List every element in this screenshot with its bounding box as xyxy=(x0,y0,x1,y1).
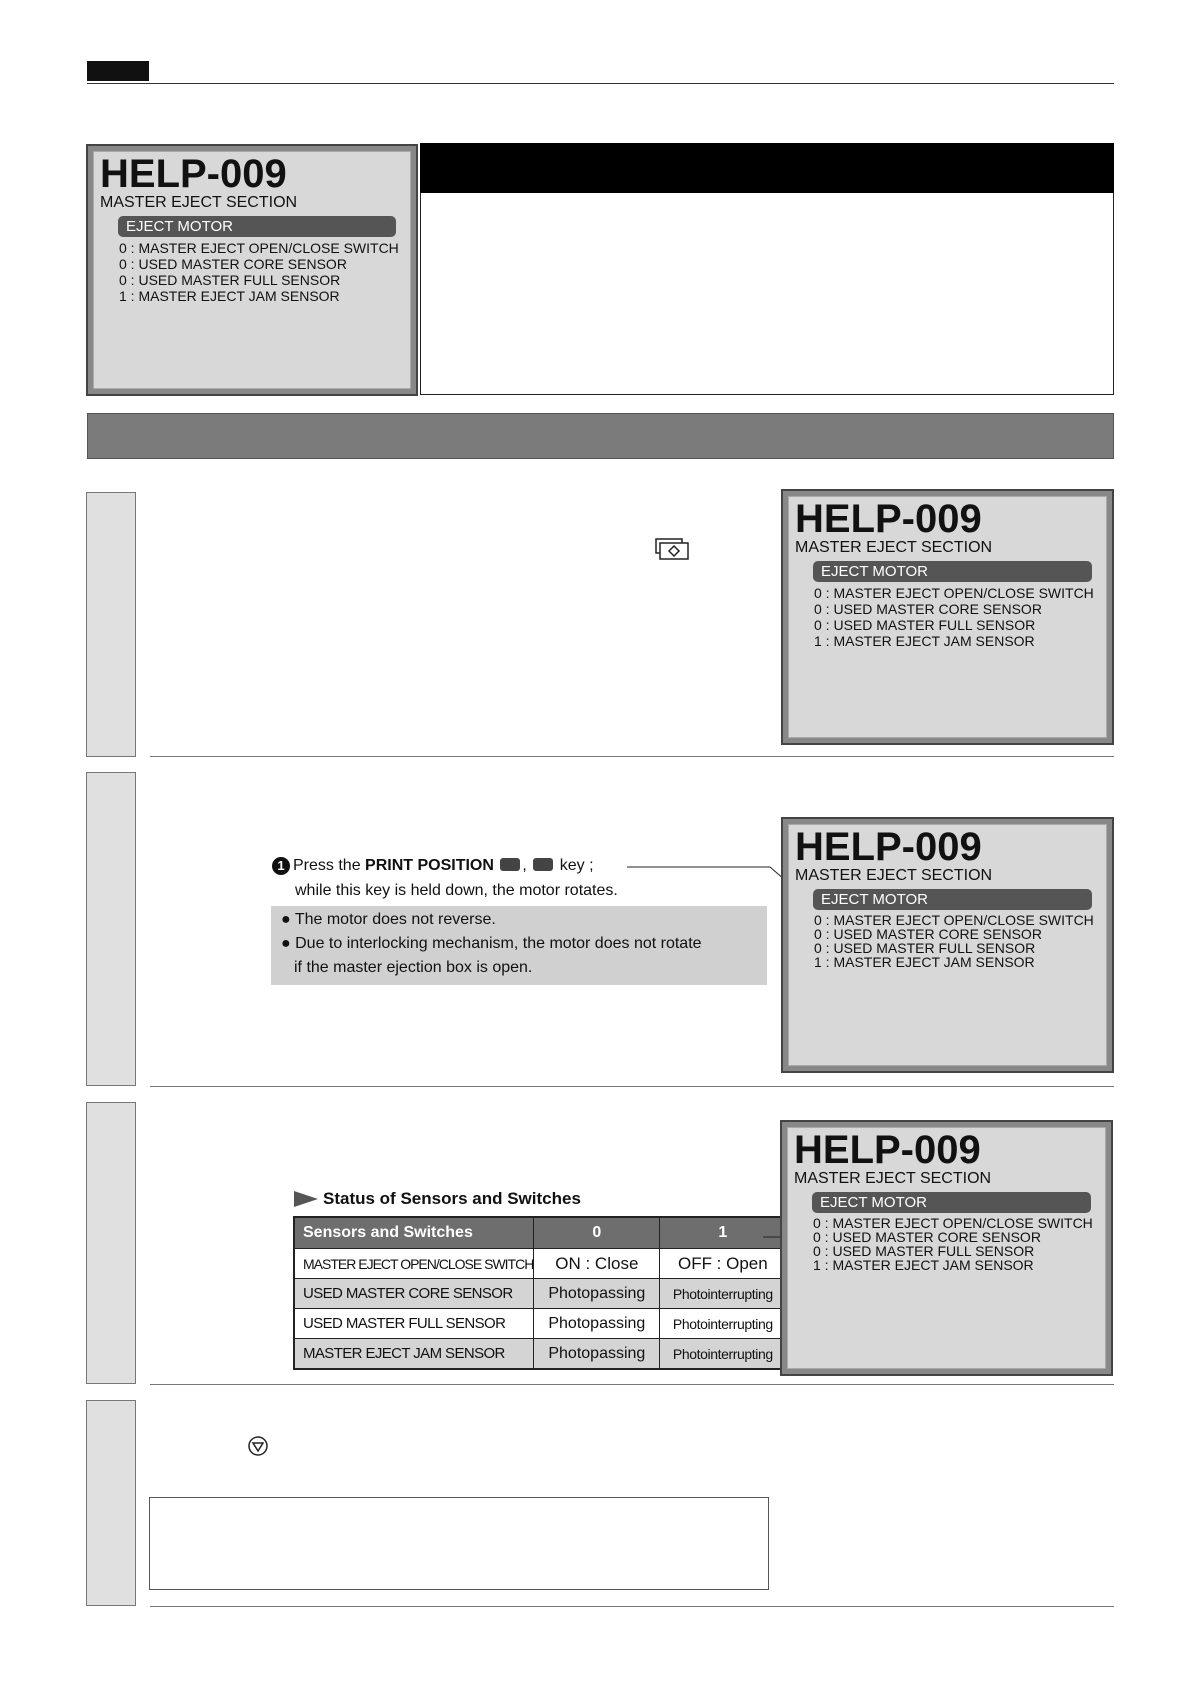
table-cell: ON : Close xyxy=(534,1249,660,1279)
help-code: HELP-009 xyxy=(795,825,982,869)
help-code: HELP-009 xyxy=(795,497,982,541)
status-line: 1 : MASTER EJECT JAM SENSOR xyxy=(119,288,340,304)
status-lines xyxy=(814,913,1094,969)
table-row xyxy=(294,1309,786,1339)
note-frame xyxy=(149,1497,769,1590)
sensor-status-table xyxy=(293,1216,787,1370)
step2-instruction xyxy=(272,857,594,875)
note-item: ● The motor does not reverse. xyxy=(281,911,496,928)
lcd-panel-step3 xyxy=(780,1120,1113,1376)
section-name: MASTER EJECT SECTION xyxy=(795,539,993,556)
table-cell: MASTER EJECT JAM SENSOR xyxy=(294,1339,534,1370)
status-line: 1 : MASTER EJECT JAM SENSOR xyxy=(813,1257,1034,1273)
section-name: MASTER EJECT SECTION xyxy=(794,1170,992,1187)
help-code: HELP-009 xyxy=(794,1128,981,1172)
status-line: 0 : MASTER EJECT OPEN/CLOSE SWITCH xyxy=(119,240,399,256)
header-rule xyxy=(87,83,1114,84)
procedure-band xyxy=(87,413,1114,459)
table-cell: Photointerrupting xyxy=(660,1279,787,1309)
table-cell: Photopassing xyxy=(534,1339,660,1370)
status-line: 0 : USED MASTER FULL SENSOR xyxy=(814,617,1036,633)
status-line: 1 : MASTER EJECT JAM SENSOR xyxy=(814,954,1035,970)
print-position-right-key-icon xyxy=(533,858,553,871)
table-cell: Photopassing xyxy=(534,1309,660,1339)
lcd-panel-step2 xyxy=(781,817,1114,1073)
table-header-row xyxy=(294,1217,786,1249)
note-text: The motor does not reverse. xyxy=(294,911,496,928)
status-line: 0 : USED MASTER FULL SENSOR xyxy=(813,1243,1035,1259)
status-line: 1 : MASTER EJECT JAM SENSOR xyxy=(814,633,1035,649)
step-divider xyxy=(150,1384,1114,1385)
instruction-sep: , xyxy=(522,857,527,874)
selected-item: EJECT MOTOR xyxy=(813,889,1092,910)
start-key-icon xyxy=(655,538,689,562)
note-box xyxy=(271,906,767,985)
table-cell: USED MASTER CORE SENSOR xyxy=(294,1279,534,1309)
table-title-text: Status of Sensors and Switches xyxy=(323,1189,581,1208)
note-text: Due to interlocking mechanism, the motor does not rotate xyxy=(295,935,702,952)
table-title xyxy=(323,1189,581,1209)
table-cell: Photopassing xyxy=(534,1279,660,1309)
step-divider xyxy=(150,1606,1114,1607)
step2-instruction-line2: while this key is held down, the motor rotates. xyxy=(295,882,618,899)
table-cell: MASTER EJECT OPEN/CLOSE SWITCH xyxy=(294,1249,534,1279)
title-bar xyxy=(420,143,1114,193)
table-row xyxy=(294,1339,786,1370)
selected-item: EJECT MOTOR xyxy=(813,561,1092,582)
status-line: 0 : USED MASTER CORE SENSOR xyxy=(814,601,1042,617)
lcd-panel-top xyxy=(86,144,418,396)
status-line: 0 : MASTER EJECT OPEN/CLOSE SWITCH xyxy=(813,1215,1093,1231)
triangle-pointer-icon xyxy=(294,1191,318,1207)
table-row xyxy=(294,1249,786,1279)
note-item: ● Due to interlocking mechanism, the motor does not rotate xyxy=(281,935,702,952)
step-tab-4 xyxy=(86,1400,136,1606)
status-lines xyxy=(813,1216,1093,1272)
table-cell: Photointerrupting xyxy=(660,1339,787,1370)
note-item xyxy=(294,959,532,977)
column-header: 1 xyxy=(660,1217,787,1249)
header-tab xyxy=(87,61,149,81)
selected-item: EJECT MOTOR xyxy=(812,1192,1091,1213)
table-cell: Photointerrupting xyxy=(660,1309,787,1339)
help-code: HELP-009 xyxy=(100,152,287,196)
status-line: 0 : MASTER EJECT OPEN/CLOSE SWITCH xyxy=(814,585,1094,601)
status-line: 0 : USED MASTER CORE SENSOR xyxy=(119,256,347,272)
status-line: 0 : USED MASTER CORE SENSOR xyxy=(813,1229,1041,1245)
step-divider xyxy=(150,756,1114,757)
step-number-badge: 1 xyxy=(272,857,290,875)
instruction-prefix: Press the xyxy=(293,857,366,874)
table-cell: USED MASTER FULL SENSOR xyxy=(294,1309,534,1339)
step-tab-1 xyxy=(86,492,136,757)
status-line: 0 : USED MASTER FULL SENSOR xyxy=(119,272,341,288)
section-name: MASTER EJECT SECTION xyxy=(795,867,993,884)
step-divider xyxy=(150,1086,1114,1087)
selected-item: EJECT MOTOR xyxy=(118,216,396,237)
stop-key-icon xyxy=(247,1435,269,1457)
column-header: Sensors and Switches xyxy=(294,1217,534,1249)
note-text: if the master ejection box is open. xyxy=(294,959,533,976)
key-name: PRINT POSITION xyxy=(365,857,494,874)
status-lines xyxy=(119,240,399,304)
step-tab-3 xyxy=(86,1102,136,1384)
table-cell: OFF : Open xyxy=(660,1249,787,1279)
status-line: 0 : USED MASTER FULL SENSOR xyxy=(814,940,1036,956)
section-name: MASTER EJECT SECTION xyxy=(100,194,298,211)
instruction-suffix: key ; xyxy=(559,857,594,874)
lcd-panel-step1 xyxy=(781,489,1114,745)
print-position-left-key-icon xyxy=(500,858,520,871)
status-lines xyxy=(814,585,1094,649)
status-line: 0 : USED MASTER CORE SENSOR xyxy=(814,926,1042,942)
step-tab-2 xyxy=(86,772,136,1086)
column-header: 0 xyxy=(534,1217,660,1249)
status-line: 0 : MASTER EJECT OPEN/CLOSE SWITCH xyxy=(814,912,1094,928)
table-row xyxy=(294,1279,786,1309)
